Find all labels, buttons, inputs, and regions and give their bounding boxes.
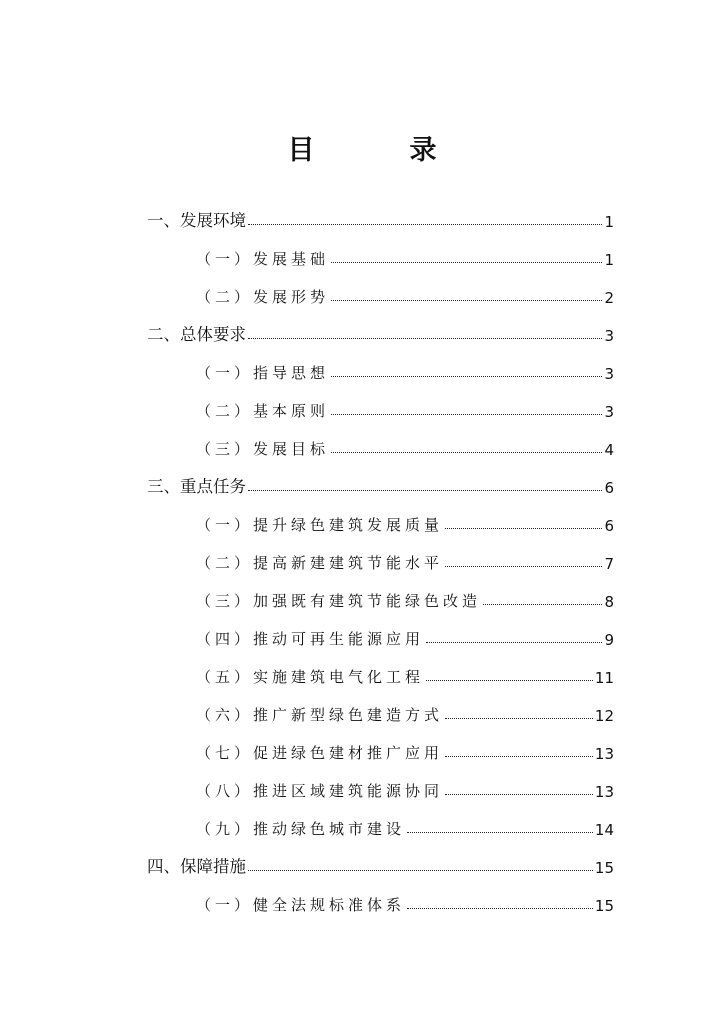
toc-entry-label: （一）发展基础 bbox=[196, 250, 330, 268]
dot-leader bbox=[331, 300, 602, 301]
dot-leader bbox=[331, 414, 602, 415]
toc-page-number: 15 bbox=[594, 897, 614, 915]
toc-entry[interactable] bbox=[196, 585, 614, 611]
toc-entry-label: 四、保障措施 bbox=[147, 857, 246, 876]
dot-leader bbox=[445, 566, 602, 567]
toc-entry-label: （四）推动可再生能源应用 bbox=[196, 630, 425, 648]
toc-page-number: 1 bbox=[604, 213, 614, 231]
dot-leader bbox=[407, 832, 593, 833]
toc-page-number: 15 bbox=[594, 859, 614, 877]
toc-page-number: 3 bbox=[604, 403, 614, 421]
toc-page-number: 4 bbox=[604, 441, 614, 459]
toc-entry[interactable] bbox=[196, 775, 614, 801]
toc-entry-label: （六）推广新型绿色建造方式 bbox=[196, 706, 444, 724]
toc-page-number: 6 bbox=[604, 479, 614, 497]
toc-entry-label: 二、总体要求 bbox=[147, 325, 246, 344]
toc-entry[interactable] bbox=[196, 889, 614, 915]
toc-entry-label: 一、发展环境 bbox=[147, 211, 246, 230]
toc-entry-label: 三、重点任务 bbox=[147, 477, 246, 496]
toc-page-number: 1 bbox=[604, 251, 614, 269]
page-title: 目 录 bbox=[287, 135, 471, 166]
toc-entry[interactable] bbox=[147, 471, 614, 497]
dot-leader bbox=[331, 376, 602, 377]
dot-leader bbox=[445, 718, 593, 719]
toc-entry-label: （二）发展形势 bbox=[196, 288, 330, 306]
toc-entry[interactable] bbox=[196, 661, 614, 687]
dot-leader bbox=[426, 642, 602, 643]
toc-entry-label: （一）提升绿色建筑发展质量 bbox=[196, 516, 444, 534]
toc-entry[interactable] bbox=[196, 281, 614, 307]
toc-entry-label: （九）推动绿色城市建设 bbox=[196, 820, 406, 838]
toc-entry[interactable] bbox=[196, 547, 614, 573]
toc-page-number: 3 bbox=[604, 327, 614, 345]
toc-entry[interactable] bbox=[147, 205, 614, 231]
dot-leader bbox=[483, 604, 602, 605]
toc-entry-label: （一）健全法规标准体系 bbox=[196, 896, 406, 914]
dot-leader bbox=[248, 870, 593, 871]
toc-page-number: 14 bbox=[594, 821, 614, 839]
dot-leader bbox=[426, 680, 593, 681]
dot-leader bbox=[331, 262, 602, 263]
toc-entry[interactable] bbox=[196, 243, 614, 269]
toc-page-number: 3 bbox=[604, 365, 614, 383]
toc-entry[interactable] bbox=[147, 851, 614, 877]
dot-leader bbox=[248, 338, 602, 339]
dot-leader bbox=[331, 452, 602, 453]
toc-page-number: 6 bbox=[604, 517, 614, 535]
toc-page-number: 7 bbox=[604, 555, 614, 573]
toc-entry[interactable] bbox=[196, 699, 614, 725]
toc-entry[interactable] bbox=[196, 357, 614, 383]
toc-entry-label: （三）加强既有建筑节能绿色改造 bbox=[196, 592, 482, 610]
toc-entry-label: （五）实施建筑电气化工程 bbox=[196, 668, 425, 686]
dot-leader bbox=[445, 794, 593, 795]
dot-leader bbox=[248, 490, 602, 491]
dot-leader bbox=[445, 756, 593, 757]
toc-entry-label: （二）基本原则 bbox=[196, 402, 330, 420]
dot-leader bbox=[248, 224, 602, 225]
toc-entry[interactable] bbox=[196, 433, 614, 459]
toc-page-number: 9 bbox=[604, 631, 614, 649]
toc-entry[interactable] bbox=[196, 395, 614, 421]
toc-entry[interactable] bbox=[147, 319, 614, 345]
toc-entry[interactable] bbox=[196, 509, 614, 535]
dot-leader bbox=[445, 528, 602, 529]
toc-page-number: 8 bbox=[604, 593, 614, 611]
toc-page-number: 11 bbox=[594, 669, 614, 687]
toc-page-number: 13 bbox=[594, 745, 614, 763]
dot-leader bbox=[407, 908, 593, 909]
toc-page-number: 12 bbox=[594, 707, 614, 725]
toc-entry-label: （八）推进区域建筑能源协同 bbox=[196, 782, 444, 800]
toc-entry-label: （三）发展目标 bbox=[196, 440, 330, 458]
toc-page-number: 2 bbox=[604, 289, 614, 307]
toc-entry-label: （一）指导思想 bbox=[196, 364, 330, 382]
toc-entry-label: （七）促进绿色建材推广应用 bbox=[196, 744, 444, 762]
toc-entry[interactable] bbox=[196, 813, 614, 839]
toc-entry-label: （二）提高新建建筑节能水平 bbox=[196, 554, 444, 572]
toc-entry[interactable] bbox=[196, 737, 614, 763]
toc-page-number: 13 bbox=[594, 783, 614, 801]
toc-entry[interactable] bbox=[196, 623, 614, 649]
